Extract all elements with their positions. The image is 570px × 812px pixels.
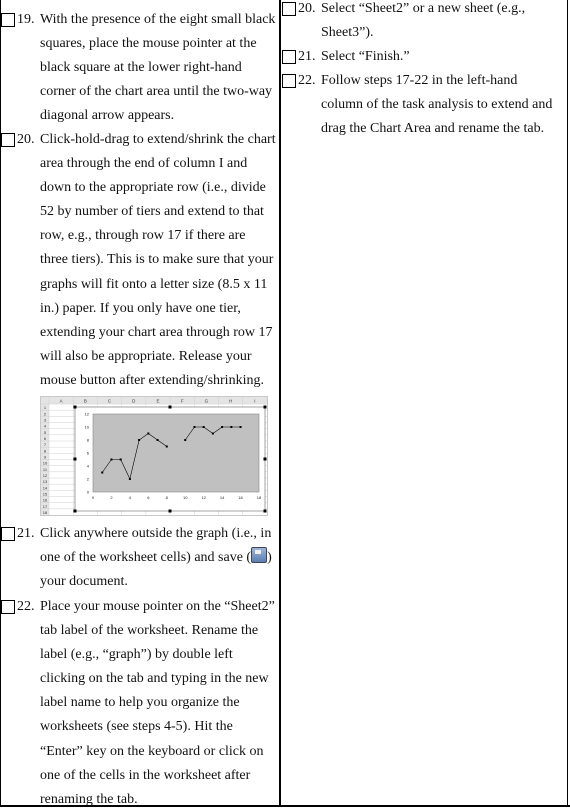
row-header: 15 (42, 491, 48, 497)
data-point (193, 426, 195, 428)
checkbox[interactable] (282, 2, 296, 16)
checkbox[interactable] (282, 50, 296, 64)
y-tick-label: 8 (86, 437, 89, 443)
column-header: F (180, 398, 184, 404)
y-tick-label: 6 (86, 450, 89, 456)
data-point (184, 439, 186, 441)
plot-area (93, 414, 259, 492)
x-tick-label: 18 (256, 495, 262, 500)
step-text: With the presence of the eight small black squares, place the mouse pointer at the black square at the lower right-hand corner of the chart area until the two-way diagonal arrow appears. (40, 12, 276, 124)
x-tick-label: 4 (128, 495, 132, 500)
data-point (110, 459, 112, 461)
step-21 (0, 522, 276, 594)
column-header: G (204, 398, 209, 404)
row-header: 11 (42, 466, 48, 472)
column-header: B (83, 398, 87, 404)
column-header: H (229, 398, 233, 404)
data-point (230, 426, 232, 428)
step-text-part: ) your document. (40, 550, 272, 590)
step-text: Select “Sheet2” or a new sheet (e.g., Sheet3”). (321, 1, 526, 41)
data-point (240, 426, 242, 428)
x-tick-label: 2 (110, 495, 113, 500)
column-header: C (107, 398, 112, 404)
x-tick-label: 8 (165, 495, 168, 500)
row-header: 4 (43, 423, 47, 429)
y-tick-label: 0 (86, 489, 89, 495)
selection-handle (264, 458, 267, 461)
x-tick-label: 12 (201, 495, 206, 500)
step-22 (0, 595, 276, 812)
selection-handle (264, 510, 267, 513)
step-text: Place your mouse pointer on the “Sheet2” tab label of the worksheet. Rename the label (e.g., “graph”) by double left clicking on the tab and typing in the new label name to help you organize the worksheets (see steps 4-5). Hit the “Enter” key on the keyboard or click on one of the cells in the worksheet after renaming the tab. (40, 599, 275, 807)
selection-handle (264, 406, 267, 409)
row-header: 8 (43, 448, 47, 454)
data-point (203, 426, 205, 428)
step-21-right (281, 45, 559, 69)
x-tick-label: 0 (91, 495, 95, 500)
row-header: 6 (43, 436, 47, 441)
selection-handle (169, 406, 172, 409)
step-20 (0, 128, 276, 393)
y-tick-label: 2 (86, 476, 89, 482)
row-header: 16 (42, 497, 48, 503)
step-text (40, 522, 276, 594)
row-header: 13 (42, 479, 48, 485)
row-header: 14 (42, 485, 48, 491)
row-header: 17 (42, 503, 48, 509)
column-header: A (59, 398, 63, 404)
column-header: I (254, 398, 256, 404)
y-tick-label: 12 (84, 411, 89, 417)
data-point (147, 433, 149, 435)
row-header: 2 (43, 411, 47, 417)
row-header: 12 (42, 473, 48, 478)
data-point (120, 459, 122, 461)
step-text: Follow steps 17-22 in the left-hand column of the task analysis to extend and drag the Chart Area and rename the tab. (321, 73, 553, 137)
row-header: 5 (43, 429, 47, 435)
y-tick-label: 10 (84, 424, 89, 430)
column-header: D (132, 398, 136, 404)
step-text: Click-hold-drag to extend/shrink the chart area through the end of column I and down to the appropriate row (i.e., divide 52 by number of tiers and extend to that row, e.g., through row 17 if there are three tiers). This is to make sure that your graphs will fit onto a letter size (8.5 x 11 in.) paper. If you only have one tier, extending your chart area through row 17 will also be appropriate. Release your mouse button after extending/shrinking. (40, 132, 276, 388)
step-text: Select “Finish.” (321, 49, 410, 64)
x-tick-label: 14 (219, 495, 225, 500)
data-point (166, 446, 168, 448)
data-point (138, 439, 140, 441)
selection-handle (169, 510, 172, 513)
data-point (157, 439, 159, 441)
data-point (221, 426, 223, 428)
data-point (101, 472, 103, 474)
checkbox[interactable] (1, 13, 15, 27)
checkbox[interactable] (1, 527, 15, 541)
checkbox[interactable] (1, 600, 15, 614)
column-header: E (156, 398, 160, 404)
selection-handle (74, 406, 77, 409)
step-text-part: Click anywhere outside the graph (i.e., in one of the worksheet cells) and save ( (40, 526, 272, 566)
step-number: 22. (298, 73, 316, 88)
checkbox[interactable] (1, 133, 15, 147)
step-number: 19. (17, 12, 35, 27)
selection-handle (74, 510, 77, 513)
checkbox[interactable] (282, 74, 296, 88)
chart-svg (41, 397, 267, 515)
y-tick-label: 4 (86, 463, 89, 469)
x-tick-label: 6 (147, 495, 150, 500)
excel-chart-screenshot (40, 396, 268, 516)
x-tick-label: 10 (182, 495, 188, 500)
row-header: 3 (43, 417, 47, 423)
step-number: 21. (298, 49, 316, 64)
save-icon (251, 547, 267, 563)
step-number: 21. (17, 526, 35, 541)
row-header: 7 (43, 442, 47, 448)
step-number: 20. (298, 1, 316, 16)
step-number: 22. (17, 599, 35, 614)
selection-handle (74, 458, 77, 461)
data-point (212, 433, 214, 435)
column-header-bar (41, 397, 267, 404)
step-19 (0, 8, 276, 128)
data-point (129, 478, 131, 480)
row-header: 1 (43, 405, 47, 411)
row-header: 18 (42, 510, 48, 515)
step-20-right (281, 0, 559, 45)
x-tick-label: 16 (238, 495, 243, 500)
row-header: 9 (43, 454, 47, 460)
row-header: 10 (42, 460, 48, 466)
step-22-right (281, 69, 559, 141)
step-number: 20. (17, 132, 35, 147)
